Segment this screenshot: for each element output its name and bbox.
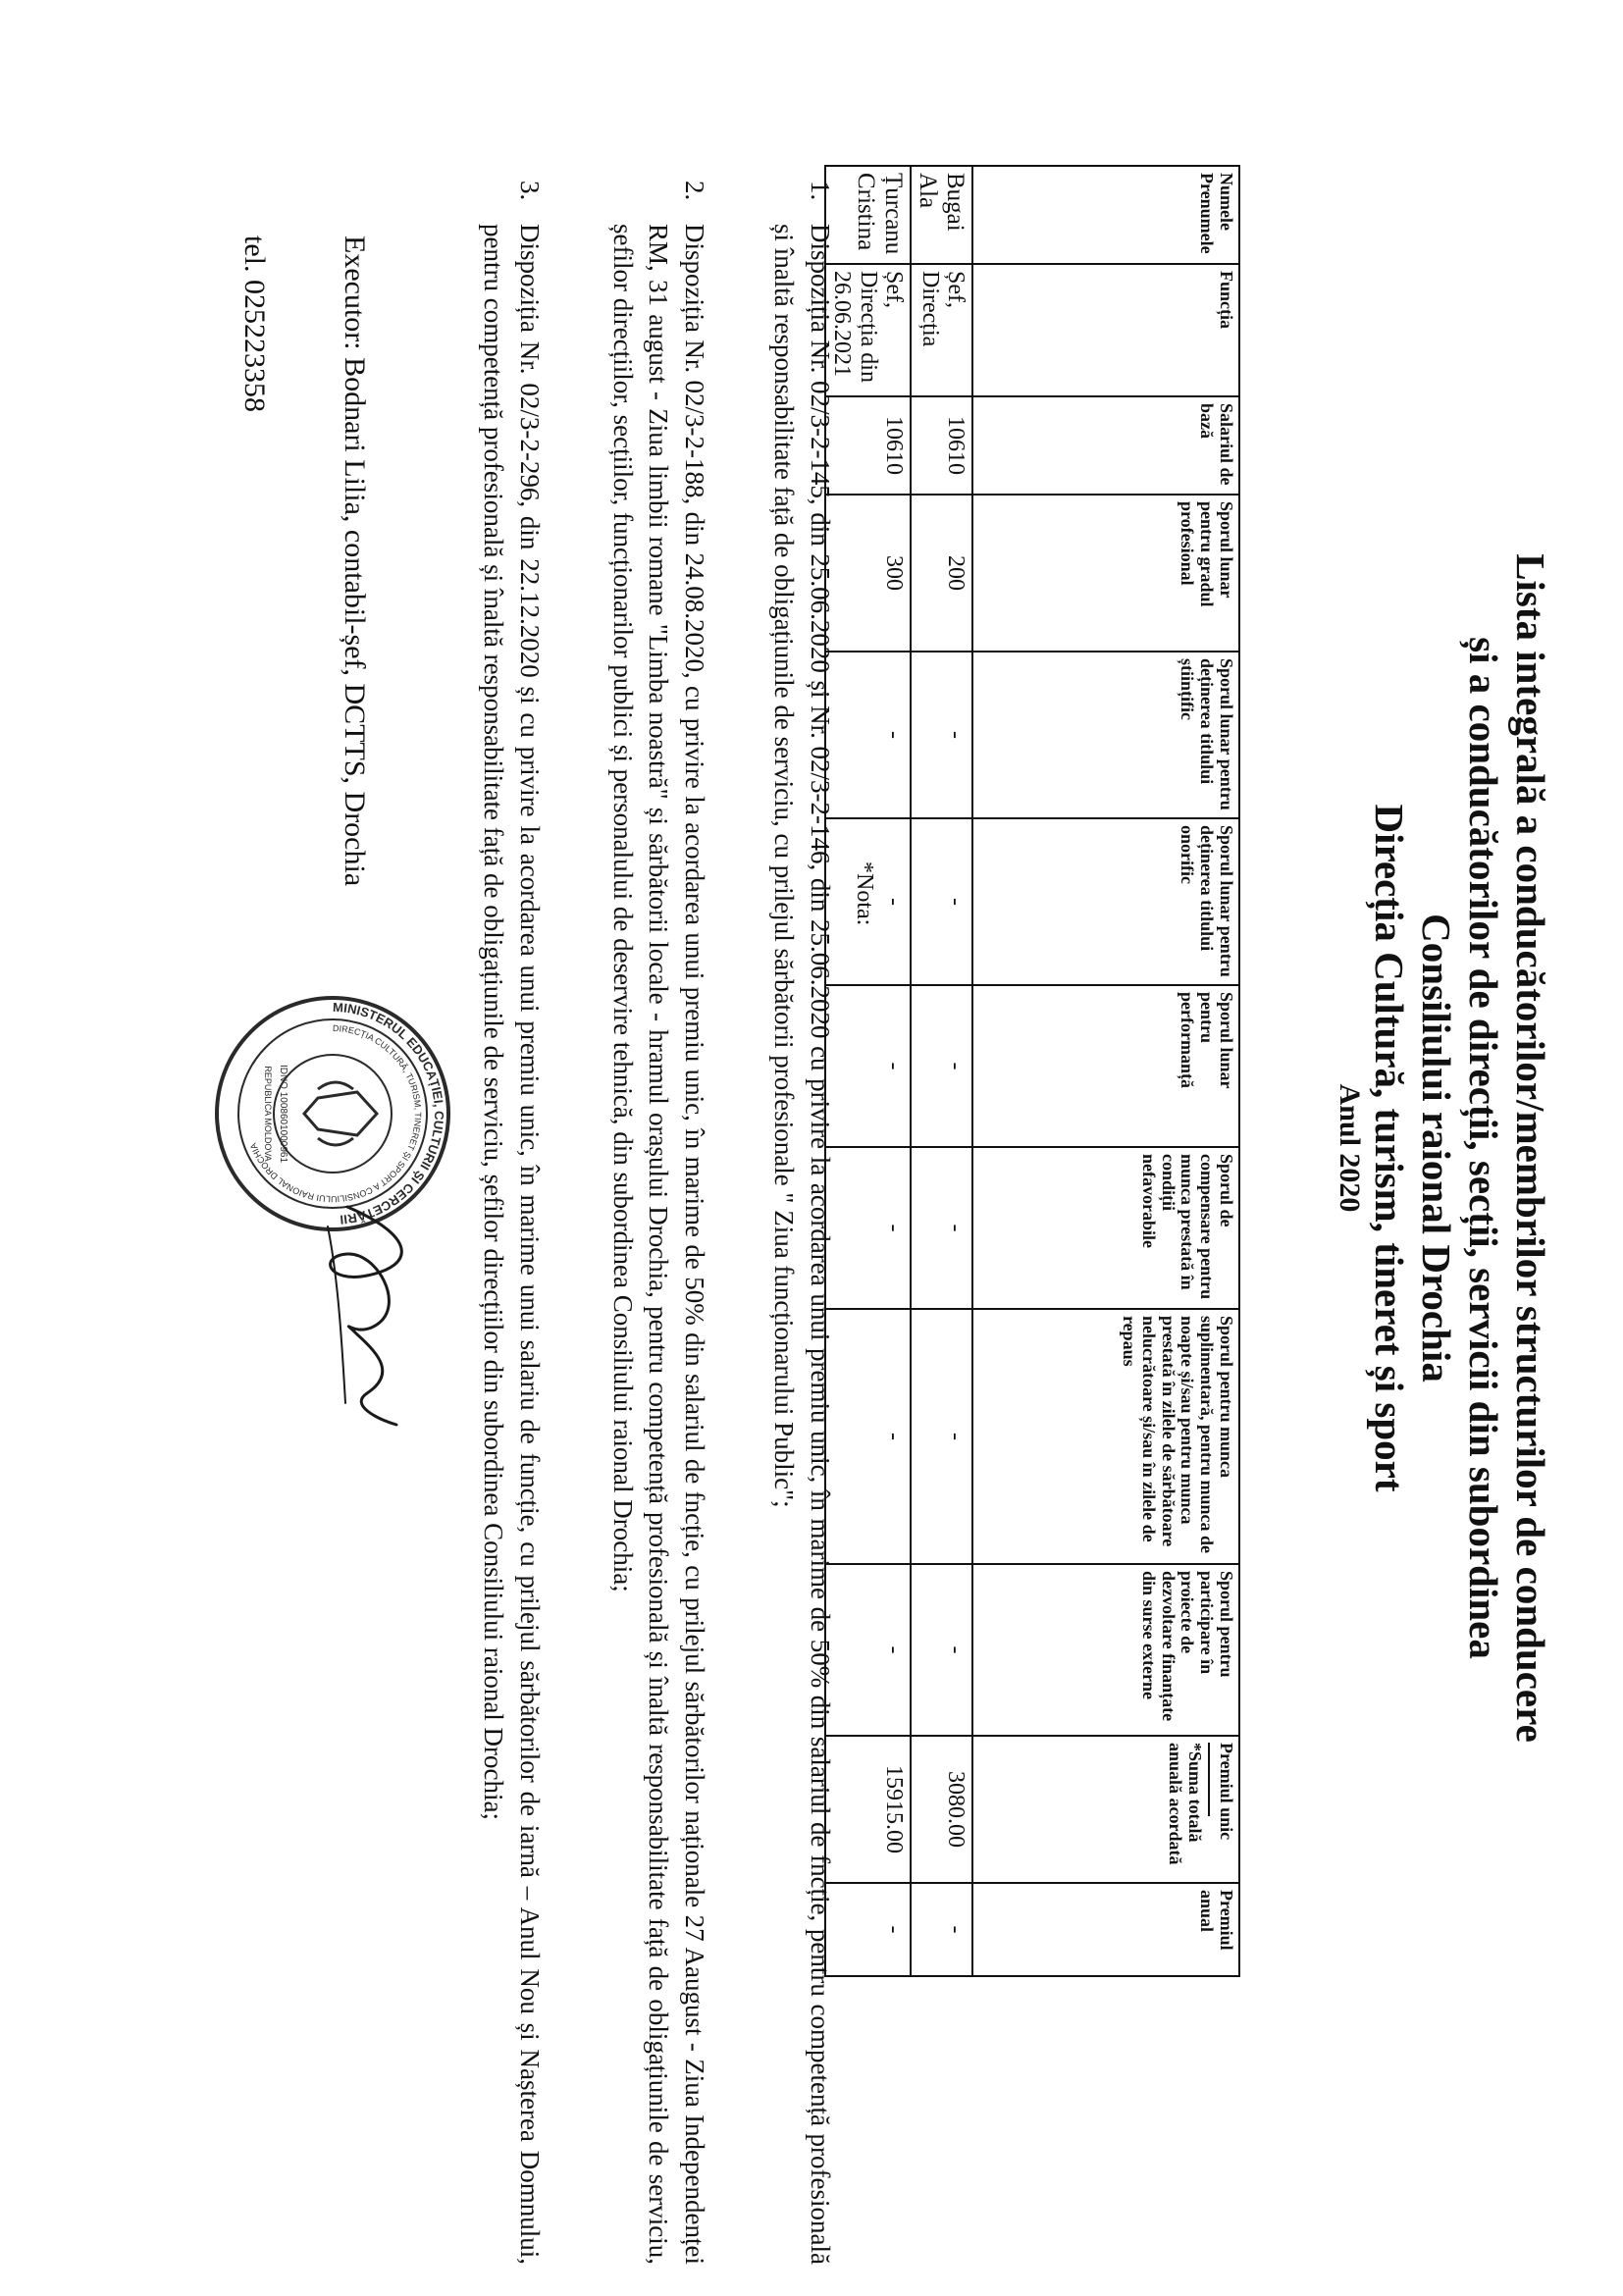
cell-premiu-unic: 15915.00: [825, 1736, 911, 1883]
note-text: Dispoziția Nr. 02/3-2-188, din 24.08.2020, cu privire la acordarea unui premiu unic, în marime de 50% din salariul de fncție, cu prilejul sărbătorilor naționale 27 Aaugust - Ziua Independenței RM, 31 august - Ziua limbii romane "Limba noastră" și sărbătorii locale - hramul orașului Drochia, pentru competență profesională și înaltă responsabilitate față de obligațiunile de serviciu, șefilor direcțiilor, secțiilor, funcționarilor publici și personalului de deservire tehnică, din subordinea Consiliului raional Drochia;: [607, 224, 709, 2265]
cell-functia: Șef, Direcția: [911, 264, 972, 396]
header-spor-grad: Sporul lunar pentru gradul profesional: [972, 495, 1239, 652]
cell-spor-onorific: -: [825, 818, 911, 985]
document-title-line4: Direcția Cultură, turism, tineret și sport: [1367, 804, 1412, 1492]
note-item: [476, 181, 548, 2265]
note-item: [604, 181, 712, 2265]
header-spor-onorific: Sporul lunar pentru deținerea titlului onorific: [972, 818, 1239, 985]
executor-line: Executor: Bodnari Lilia, contabil-șef, DCTTS, Drochia: [339, 235, 371, 887]
seal-country: REPUBLICA MOLDOVA: [263, 1066, 273, 1162]
note-item: [766, 181, 838, 2265]
document-year: Anul 2020: [1334, 1083, 1366, 1213]
cell-nume: Țurcanu Cristina: [825, 166, 911, 264]
cell-spor-stiintific: -: [911, 652, 972, 818]
cell-salariul: 10610: [911, 396, 972, 495]
phone-line: tel. 025223358: [238, 235, 271, 412]
cell-spor-suplimentar: -: [825, 1309, 911, 1564]
note-number: 1.: [806, 181, 835, 201]
cell-functia: Șef, Direcția din 26.06.2021: [825, 264, 911, 396]
cell-spor-grad: 200: [911, 495, 972, 652]
document-title-line1: Lista integrală a conducătorilor/membrilor structurilor de conducere: [1508, 553, 1553, 1743]
note-number: 3.: [515, 181, 545, 201]
seal-outer-text: MINISTERUL EDUCAȚIEI, CULTURII ȘI CERCETĂRII: [332, 999, 447, 1227]
cell-salariul: 10610: [825, 396, 911, 495]
document-title-line3: Consiliului raional Drochia: [1414, 913, 1459, 1383]
cell-spor-compensare: -: [825, 1147, 911, 1309]
premiu-unic-label: Premiul unic: [1217, 1743, 1236, 1841]
document-title-line2: și a conducătorilor de direcții, secții, servicii din subordinea: [1461, 637, 1506, 1659]
signature-icon: [298, 1197, 436, 1433]
header-spor-suplimentar: Sporul pentru munca suplimentară, pentru munca de noapte și/sau pentru munca prestată în zilele de sărbătoare nelucrătoare și/sau în zilele de repaus: [972, 1309, 1239, 1564]
cell-spor-proiecte: -: [825, 1564, 911, 1736]
header-premiu-anual: Premiul anual: [972, 1883, 1239, 1976]
header-spor-proiecte: Sporul pentru participare în proiecte de dezvoltare finanțate din surse externe: [972, 1564, 1239, 1736]
premiu-unic-note: *Suma totală anuală acordată: [1166, 1743, 1206, 1865]
cell-spor-compensare: -: [911, 1147, 972, 1309]
header-spor-performanta: Sporul lunar pentru performanță: [972, 985, 1239, 1147]
header-spor-compensare: Sporul de compensare pentru munca prestată în condiții nefavorabile: [972, 1147, 1239, 1309]
cell-spor-performanta: -: [825, 985, 911, 1147]
seal-idno: IDNO 1008601000961: [278, 1064, 288, 1164]
cell-spor-proiecte: -: [911, 1564, 972, 1736]
cell-spor-suplimentar: -: [911, 1309, 972, 1564]
note-text: Dispoziția Nr. 02/3-2-145, din 25.06.2020 și Nr. 02/3-2-146, din 25.06.2020 cu privire la acordarea unui premiu unic, în marime de 50% din salariul de fncție, pentru competență profesională și înaltă responsabilitate față de obligațiunile de serviciu, cu prilejul sărbătorii profesionale " Ziua funcționarului Public";: [769, 224, 835, 2265]
table-row: [911, 166, 972, 1976]
header-nume: Numele Prenumele: [972, 166, 1239, 264]
premiu-divider: [1208, 1743, 1210, 1816]
header-functia: Funcția: [972, 264, 1239, 396]
header-premiu-unic: [972, 1736, 1239, 1883]
cell-premiu-anual: -: [911, 1883, 972, 1976]
note-label: *Nota:: [852, 861, 877, 926]
note-number: 2.: [680, 181, 709, 201]
header-spor-stiintific: Sporul lunar pentru deținerea titlului științific: [972, 652, 1239, 818]
cell-spor-onorific: -: [911, 818, 972, 985]
cell-spor-performanta: -: [911, 985, 972, 1147]
cell-premiu-unic: 3080.00: [911, 1736, 972, 1883]
cell-spor-stiintific: -: [825, 652, 911, 818]
note-text: Dispoziția Nr. 02/3-2-296, din 22.12.2020 și cu privire la acordarea unui premiu unic, în marime unui salariu de funcție, cu prilejul sărbătorilor de iarnă – Anul Nou și Nașterea Domnului, pentru competență profesională și înaltă responsabilitate față de obligațiunile de serviciu, șefilor direcțiilor din subordinea Consiliului raional Drochia;: [479, 224, 545, 2265]
table-header-row: [972, 166, 1239, 1976]
cell-nume: Bugai Ala: [911, 166, 972, 264]
cell-spor-grad: 300: [825, 495, 911, 652]
cell-premiu-anual: -: [825, 1883, 911, 1976]
header-salariul: Salariul de bază: [972, 396, 1239, 495]
seal-inner-text: DIRECȚIA CULTURĂ, TURISM, TINERET ȘI SPORT A CONSILIULUI RAIONAL DROCHIA: [247, 1022, 424, 1205]
salary-table: [824, 165, 1240, 1977]
